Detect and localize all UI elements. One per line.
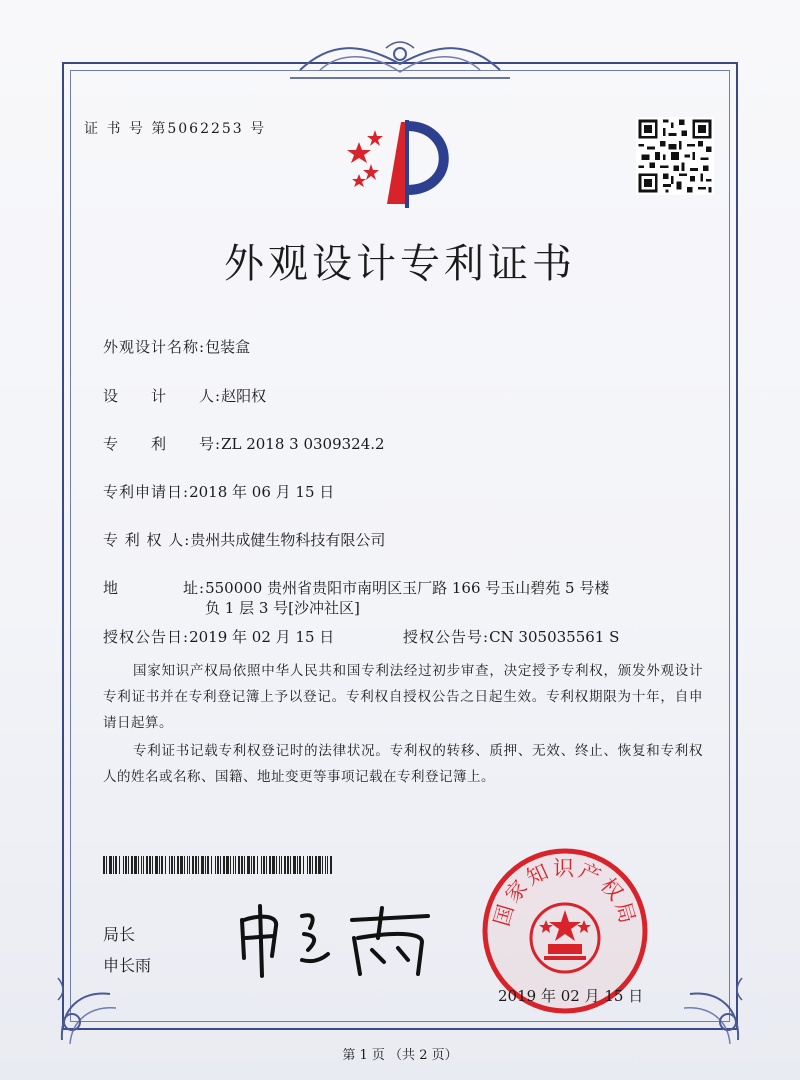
director-name: 申长雨: [103, 956, 152, 975]
grant-date-value: 2019 年 02 月 15 日: [189, 628, 335, 646]
bottom-right-ornament-icon: [670, 960, 750, 1050]
address-value-line2: 负 1 层 3 号[沙冲社区]: [205, 599, 360, 617]
handwritten-signature-icon: [232, 898, 442, 978]
patent-number-value: ZL 2018 3 0309324.2: [221, 435, 385, 453]
design-name-label: 外观设计名称:: [103, 338, 206, 356]
grant-number-label: 授权公告号:: [403, 628, 490, 646]
patentee-value: 贵州共成健生物科技有限公司: [190, 531, 386, 549]
cnipa-logo-icon: [345, 112, 470, 212]
patentee-row: [103, 529, 385, 550]
seal-text: 国家知识产权局: [489, 856, 641, 929]
address-value-line1: 550000 贵州省贵阳市南明区玉厂路 166 号玉山碧苑 5 号楼: [205, 579, 610, 597]
paragraph-grant-notice: 国家知识产权局依照中华人民共和国专利法经过初步审查，决定授予专利权，颁发外观设计专利证书并在专利登记簿上予以登记。专利权自授权公告之日起生效。专利权期限为十年，自申请日起算。: [103, 663, 703, 731]
paragraph-legal-status: 专利证书记载专利权登记时的法律状况。专利权的转移、质押、无效、终止、恢复和专利权人的姓名或名称、国籍、地址变更等事项记载在专利登记簿上。: [103, 743, 703, 785]
barcode-icon: [103, 856, 333, 874]
page-number: 第 1 页 （共 2 页）: [342, 1048, 458, 1063]
designer-value: 赵阳权: [221, 387, 267, 405]
grant-number-row: [403, 626, 619, 647]
top-ornament-icon: [290, 38, 510, 82]
qr-code-icon: [636, 117, 714, 195]
director-title: 局长: [103, 925, 136, 944]
certificate-number: 证 书 号 第5062253 号: [84, 121, 267, 137]
address-label: 地 址:: [103, 579, 206, 597]
designer-label: 设 计 人:: [103, 387, 222, 405]
grant-date-label: 授权公告日:: [103, 628, 190, 646]
design-name-row: [103, 336, 250, 357]
filing-date-value: 2018 年 06 月 15 日: [189, 483, 335, 501]
patentee-label: 专 利 权 人:: [103, 531, 191, 549]
design-name-value: 包装盒: [205, 338, 251, 356]
filing-date-label: 专利申请日:: [103, 483, 190, 501]
patent-number-label: 专 利 号:: [103, 435, 222, 453]
designer-row: [103, 385, 266, 406]
grant-date-row: [103, 626, 334, 647]
filing-date-row: [103, 481, 334, 502]
document-title: 外观设计专利证书: [224, 241, 576, 287]
address-row: [103, 577, 609, 598]
patent-number-row: [103, 433, 385, 454]
issue-date: 2019 年 02 月 15 日: [498, 987, 644, 1005]
grant-number-value: CN 305035561 S: [489, 628, 620, 646]
